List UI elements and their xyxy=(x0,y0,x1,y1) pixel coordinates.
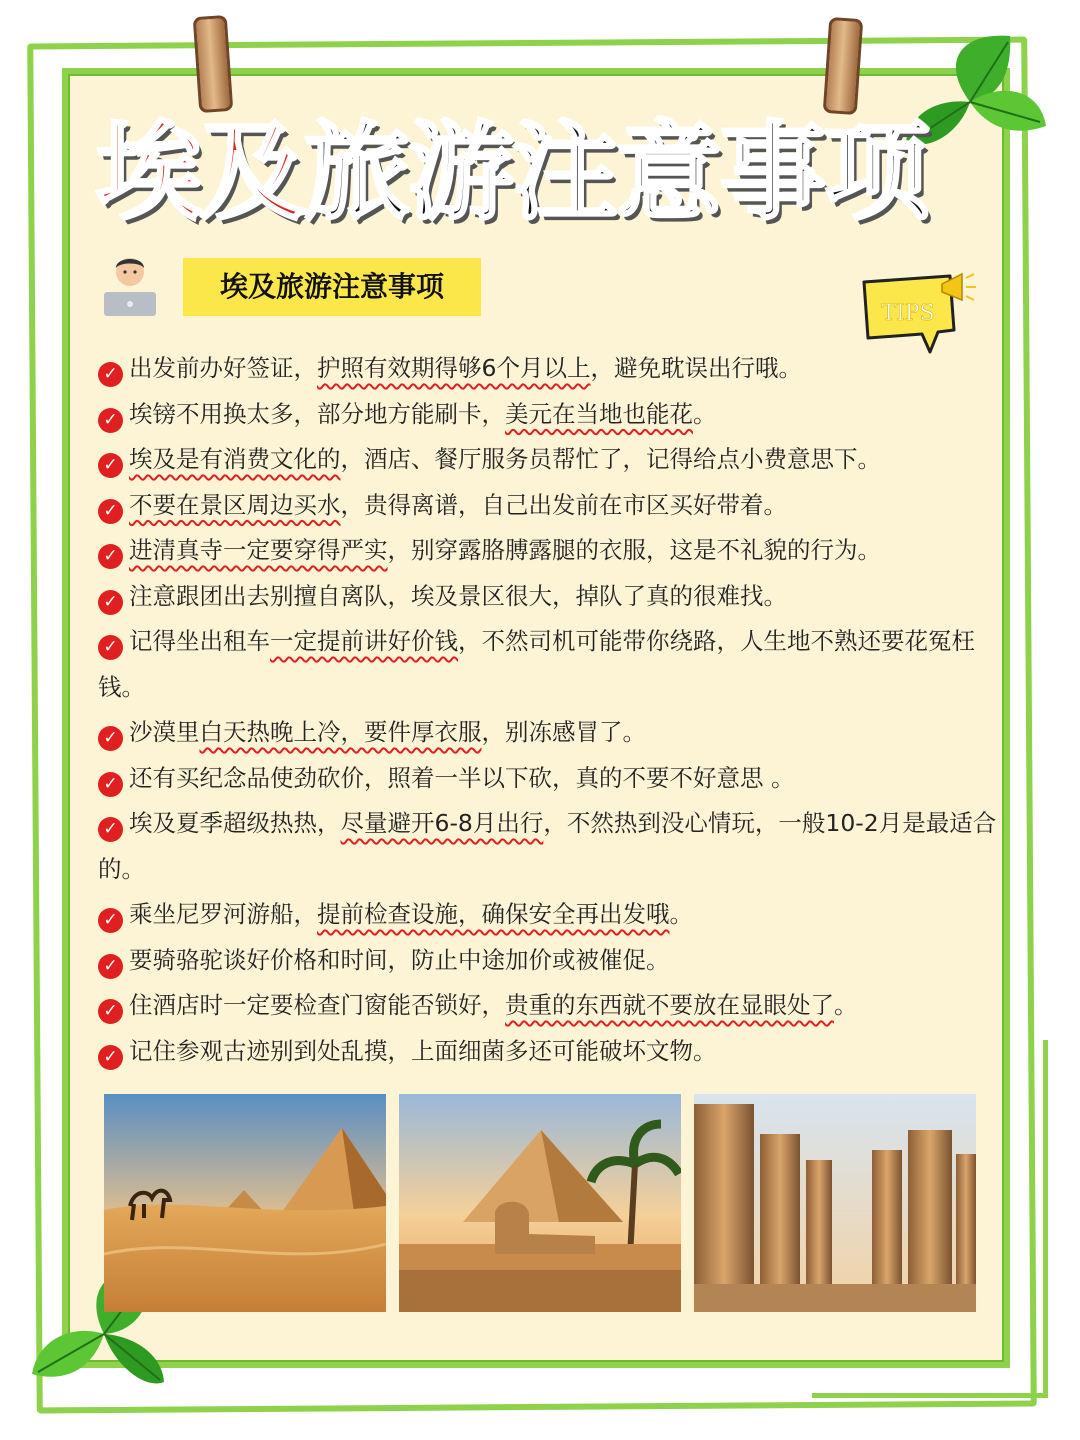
tip-text-end: ，不然热到没心情玩，一般10-2月是最适合的。 xyxy=(98,809,997,883)
check-icon: ✓ xyxy=(98,499,123,524)
tip-highlight: 不要在景区周边买水 xyxy=(129,490,341,519)
tip-text-end: ，酒店、餐厅服务员帮忙了，记得给点小费意思下。 xyxy=(340,445,881,473)
list-item xyxy=(98,528,998,574)
tip-highlight: 进清真寺一定要穿得严实 xyxy=(129,536,388,564)
tip-text: 出发前办好签证， xyxy=(129,354,317,382)
tip-text: 乘坐尼罗河游船， xyxy=(129,900,317,928)
list-item xyxy=(98,437,998,483)
sphinx-pyramid-photo xyxy=(399,1094,681,1312)
tip-text: 埃镑不用换太多，部分地方能刷卡， xyxy=(129,399,505,428)
check-icon: ✓ xyxy=(98,544,123,569)
tip-text: 记得坐出租车 xyxy=(129,627,270,655)
tip-text-end: ，别穿露胳膊露腿的衣服，这是不礼貌的行为。 xyxy=(387,536,881,564)
check-icon: ✓ xyxy=(98,453,123,478)
check-icon: ✓ xyxy=(98,817,123,842)
list-item xyxy=(98,392,998,438)
tip-text: 埃及夏季超级热热， xyxy=(129,809,341,837)
photo-strip xyxy=(104,1094,976,1314)
avatar-laptop-icon xyxy=(98,250,162,318)
list-item xyxy=(98,892,998,938)
tip-text: 注意跟团出去别擅自离队，埃及景区很大，掉队了真的很难找。 xyxy=(129,581,787,610)
check-icon: ✓ xyxy=(98,362,123,387)
tip-text: 要骑骆驼谈好价格和时间，防止中途加价或被催促。 xyxy=(129,945,670,974)
check-icon: ✓ xyxy=(98,772,123,797)
subtitle-banner: 埃及旅游注意事项 xyxy=(183,258,481,316)
tip-text: 沙漠里 xyxy=(129,718,200,746)
tip-text-end: ，别冻感冒了。 xyxy=(481,718,646,746)
tip-highlight: 贵重的东西就不要放在显眼处了 xyxy=(505,991,834,1019)
check-icon: ✓ xyxy=(98,1045,123,1070)
tip-text-end: 。 xyxy=(834,991,858,1019)
clip-icon xyxy=(823,17,864,115)
check-icon: ✓ xyxy=(98,590,123,615)
tip-highlight: 一定提前讲好价钱 xyxy=(270,627,458,655)
tip-highlight: 提前检查设施，确保安全再出发哦 xyxy=(317,900,670,928)
temple-columns-photo xyxy=(694,1094,976,1312)
page-title xyxy=(96,108,996,238)
clip-icon xyxy=(193,15,234,113)
list-item xyxy=(98,483,998,529)
tip-highlight: 尽量避开6-8月出行 xyxy=(340,809,544,837)
title-black-part: 旅游注意事项 xyxy=(304,111,928,234)
camel-pyramid-photo xyxy=(104,1094,386,1312)
list-item xyxy=(98,346,998,392)
badge-text: TIPS xyxy=(881,301,935,326)
tip-text-end: 。 xyxy=(693,399,717,428)
list-item xyxy=(98,756,998,802)
check-icon: ✓ xyxy=(98,954,123,979)
tip-text: 还有买纪念品使劲砍价，照着一半以下砍，真的不要不好意思 。 xyxy=(129,763,795,792)
check-icon: ✓ xyxy=(98,635,123,660)
tip-text: 记住参观古迹别到处乱摸，上面细菌多还可能破坏文物。 xyxy=(129,1036,717,1065)
list-item xyxy=(98,574,998,620)
list-item xyxy=(98,1029,998,1075)
check-icon: ✓ xyxy=(98,408,123,433)
tip-text: 住酒店时一定要检查门窗能否锁好， xyxy=(129,991,505,1019)
tip-text-end: ，避免耽误出行哦。 xyxy=(590,354,802,382)
tip-highlight: 埃及是有消费文化的 xyxy=(129,445,341,473)
list-item xyxy=(98,619,998,710)
tip-text-end: 。 xyxy=(669,900,693,928)
check-icon: ✓ xyxy=(98,999,123,1024)
tip-highlight: 美元在当地也能花 xyxy=(505,399,693,428)
list-item xyxy=(98,938,998,984)
tips-badge xyxy=(858,266,978,358)
list-item xyxy=(98,801,998,892)
check-icon: ✓ xyxy=(98,908,123,933)
tip-text-end: ，不然司机可能带你绕路，人生地不熟还要花冤枉钱。 xyxy=(98,627,975,701)
tip-text-end: ，贵得离谱，自己出发前在市区买好带着。 xyxy=(340,490,787,519)
list-item xyxy=(98,710,998,756)
tip-highlight: 护照有效期得够6个月以上 xyxy=(317,354,591,382)
check-icon: ✓ xyxy=(98,726,123,751)
tips-list xyxy=(98,346,998,1074)
title-red-part: 埃及 xyxy=(96,111,304,234)
tip-highlight: 白天热晚上冷，要件厚衣服 xyxy=(199,718,482,746)
list-item xyxy=(98,983,998,1029)
